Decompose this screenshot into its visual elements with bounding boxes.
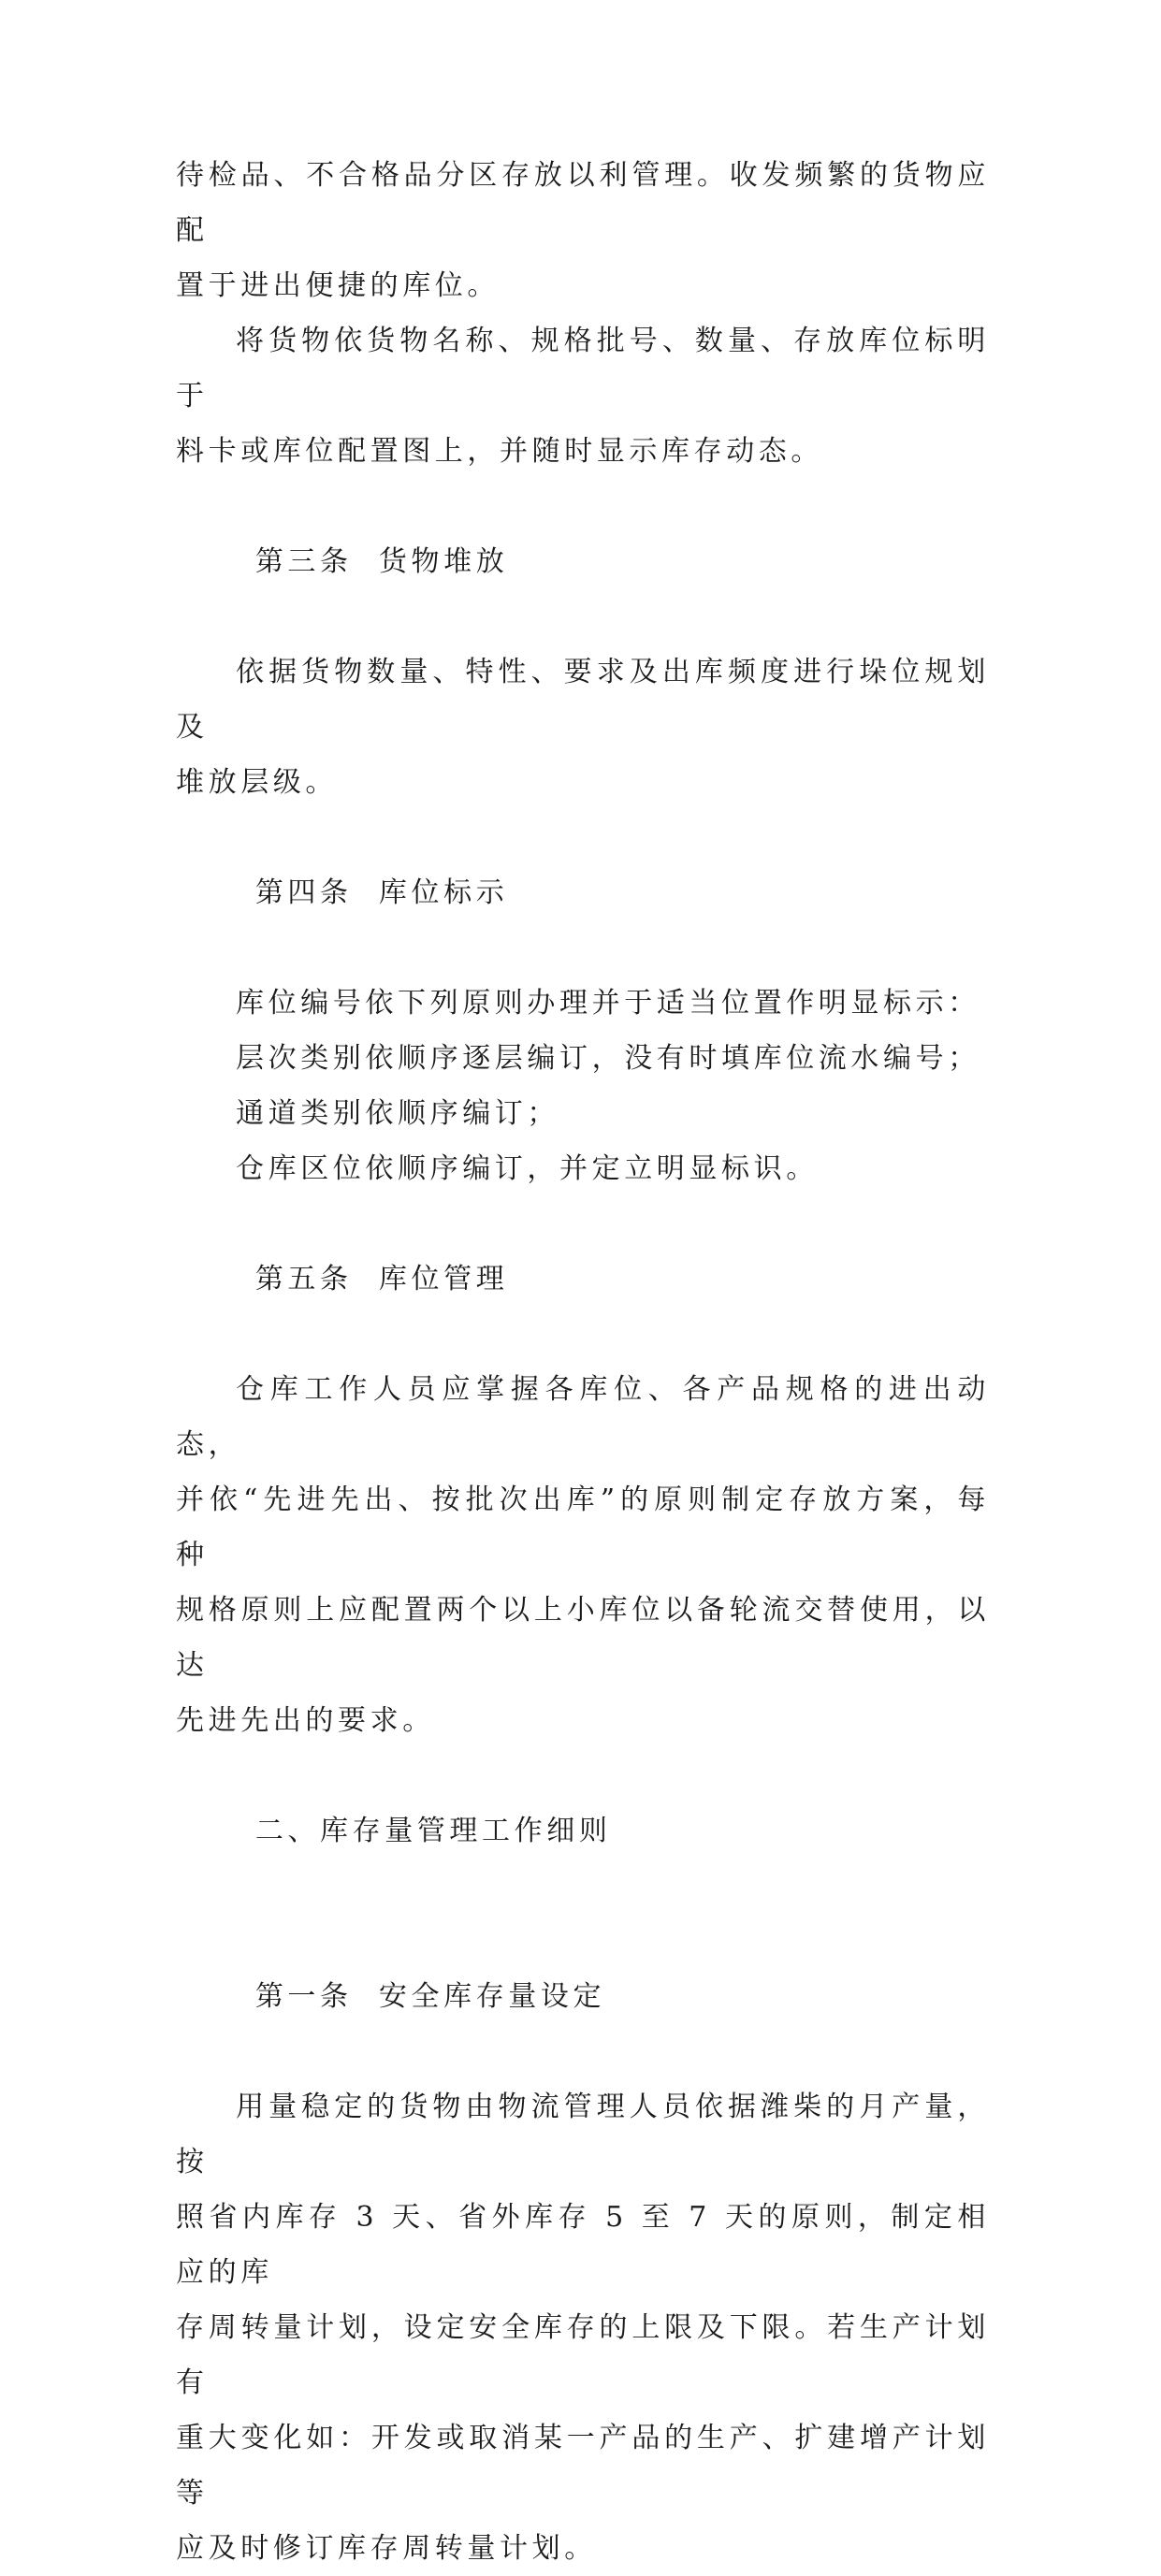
- text-line: 将货物依货物名称、规格批号、数量、存放库位标明于: [176, 325, 990, 412]
- heading-text: 第三条 货物堆放: [254, 545, 509, 578]
- text-line: 仓库工作人员应掌握各库位、各产品规格的进出动态，: [176, 1373, 990, 1461]
- text-line: 用量稳定的货物由物流管理人员依据潍柴的月产量，按: [176, 2091, 990, 2178]
- text-line: 规格原则上应配置两个以上小库位以备轮流交替使用，以达: [176, 1594, 990, 1682]
- text-line: 重大变化如：开发或取消某一产品的生产、扩建增产计划等: [176, 2422, 990, 2510]
- text-line: 层次类别依顺序逐层编订，没有时填库位流水编号；: [236, 1042, 980, 1075]
- text-line: 存周转量计划，设定安全库存的上限及下限。若生产计划有: [176, 2311, 990, 2399]
- paragraph-location-management: [176, 1362, 990, 1748]
- paragraph-location-numbering: [176, 976, 990, 1031]
- section-heading-article-5: [176, 1196, 990, 1362]
- paragraph-safety-stock: [176, 2079, 990, 2576]
- text-line: 仓库区位依顺序编订，并定立明显标识。: [236, 1152, 819, 1185]
- text-line: 置于进出便捷的库位。: [176, 269, 500, 302]
- heading-text: 二、库存量管理工作细则: [254, 1815, 612, 1847]
- text-line: 料卡或库位配置图上，并随时显示库存动态。: [176, 435, 823, 468]
- text-line: 并依“先进先出、按批次出库”的原则制定存放方案，每种: [176, 1483, 990, 1571]
- section-heading-article-4: [176, 810, 990, 976]
- paragraph-warehouse-zone: [176, 1141, 990, 1196]
- paragraph-storage-zoning: [176, 148, 990, 313]
- text-line: 依据货物数量、特性、要求及出库频度进行垛位规划及: [176, 656, 990, 744]
- paragraph-aisle-category: [176, 1086, 990, 1141]
- text-line: 堆放层级。: [176, 766, 338, 799]
- heading-text: 第五条 库位管理: [254, 1263, 509, 1295]
- paragraph-stacking-plan: [176, 644, 990, 810]
- section-heading-article-1: [176, 1914, 990, 2079]
- paragraph-material-card: [176, 313, 990, 479]
- text-line: 照省内库存 3 天、省外库存 5 至 7 天的原则，制定相应的库: [176, 2201, 990, 2289]
- text-line: 通道类别依顺序编订；: [236, 1097, 559, 1130]
- heading-text: 第四条 库位标示: [254, 876, 509, 909]
- paragraph-level-category: [176, 1031, 990, 1086]
- document-body: [176, 148, 990, 2576]
- text-line: 应及时修订库存周转量计划。: [176, 2532, 597, 2565]
- text-line: 待检品、不合格品分区存放以利管理。收发频繁的货物应配: [176, 159, 990, 247]
- heading-text: 第一条 安全库存量设定: [254, 1980, 606, 2013]
- text-line: 库位编号依下列原则办理并于适当位置作明显标示：: [236, 987, 980, 1020]
- section-heading-article-3: [176, 479, 990, 644]
- text-line: 先进先出的要求。: [176, 1704, 435, 1737]
- section-heading-inventory-rules: [176, 1748, 990, 1914]
